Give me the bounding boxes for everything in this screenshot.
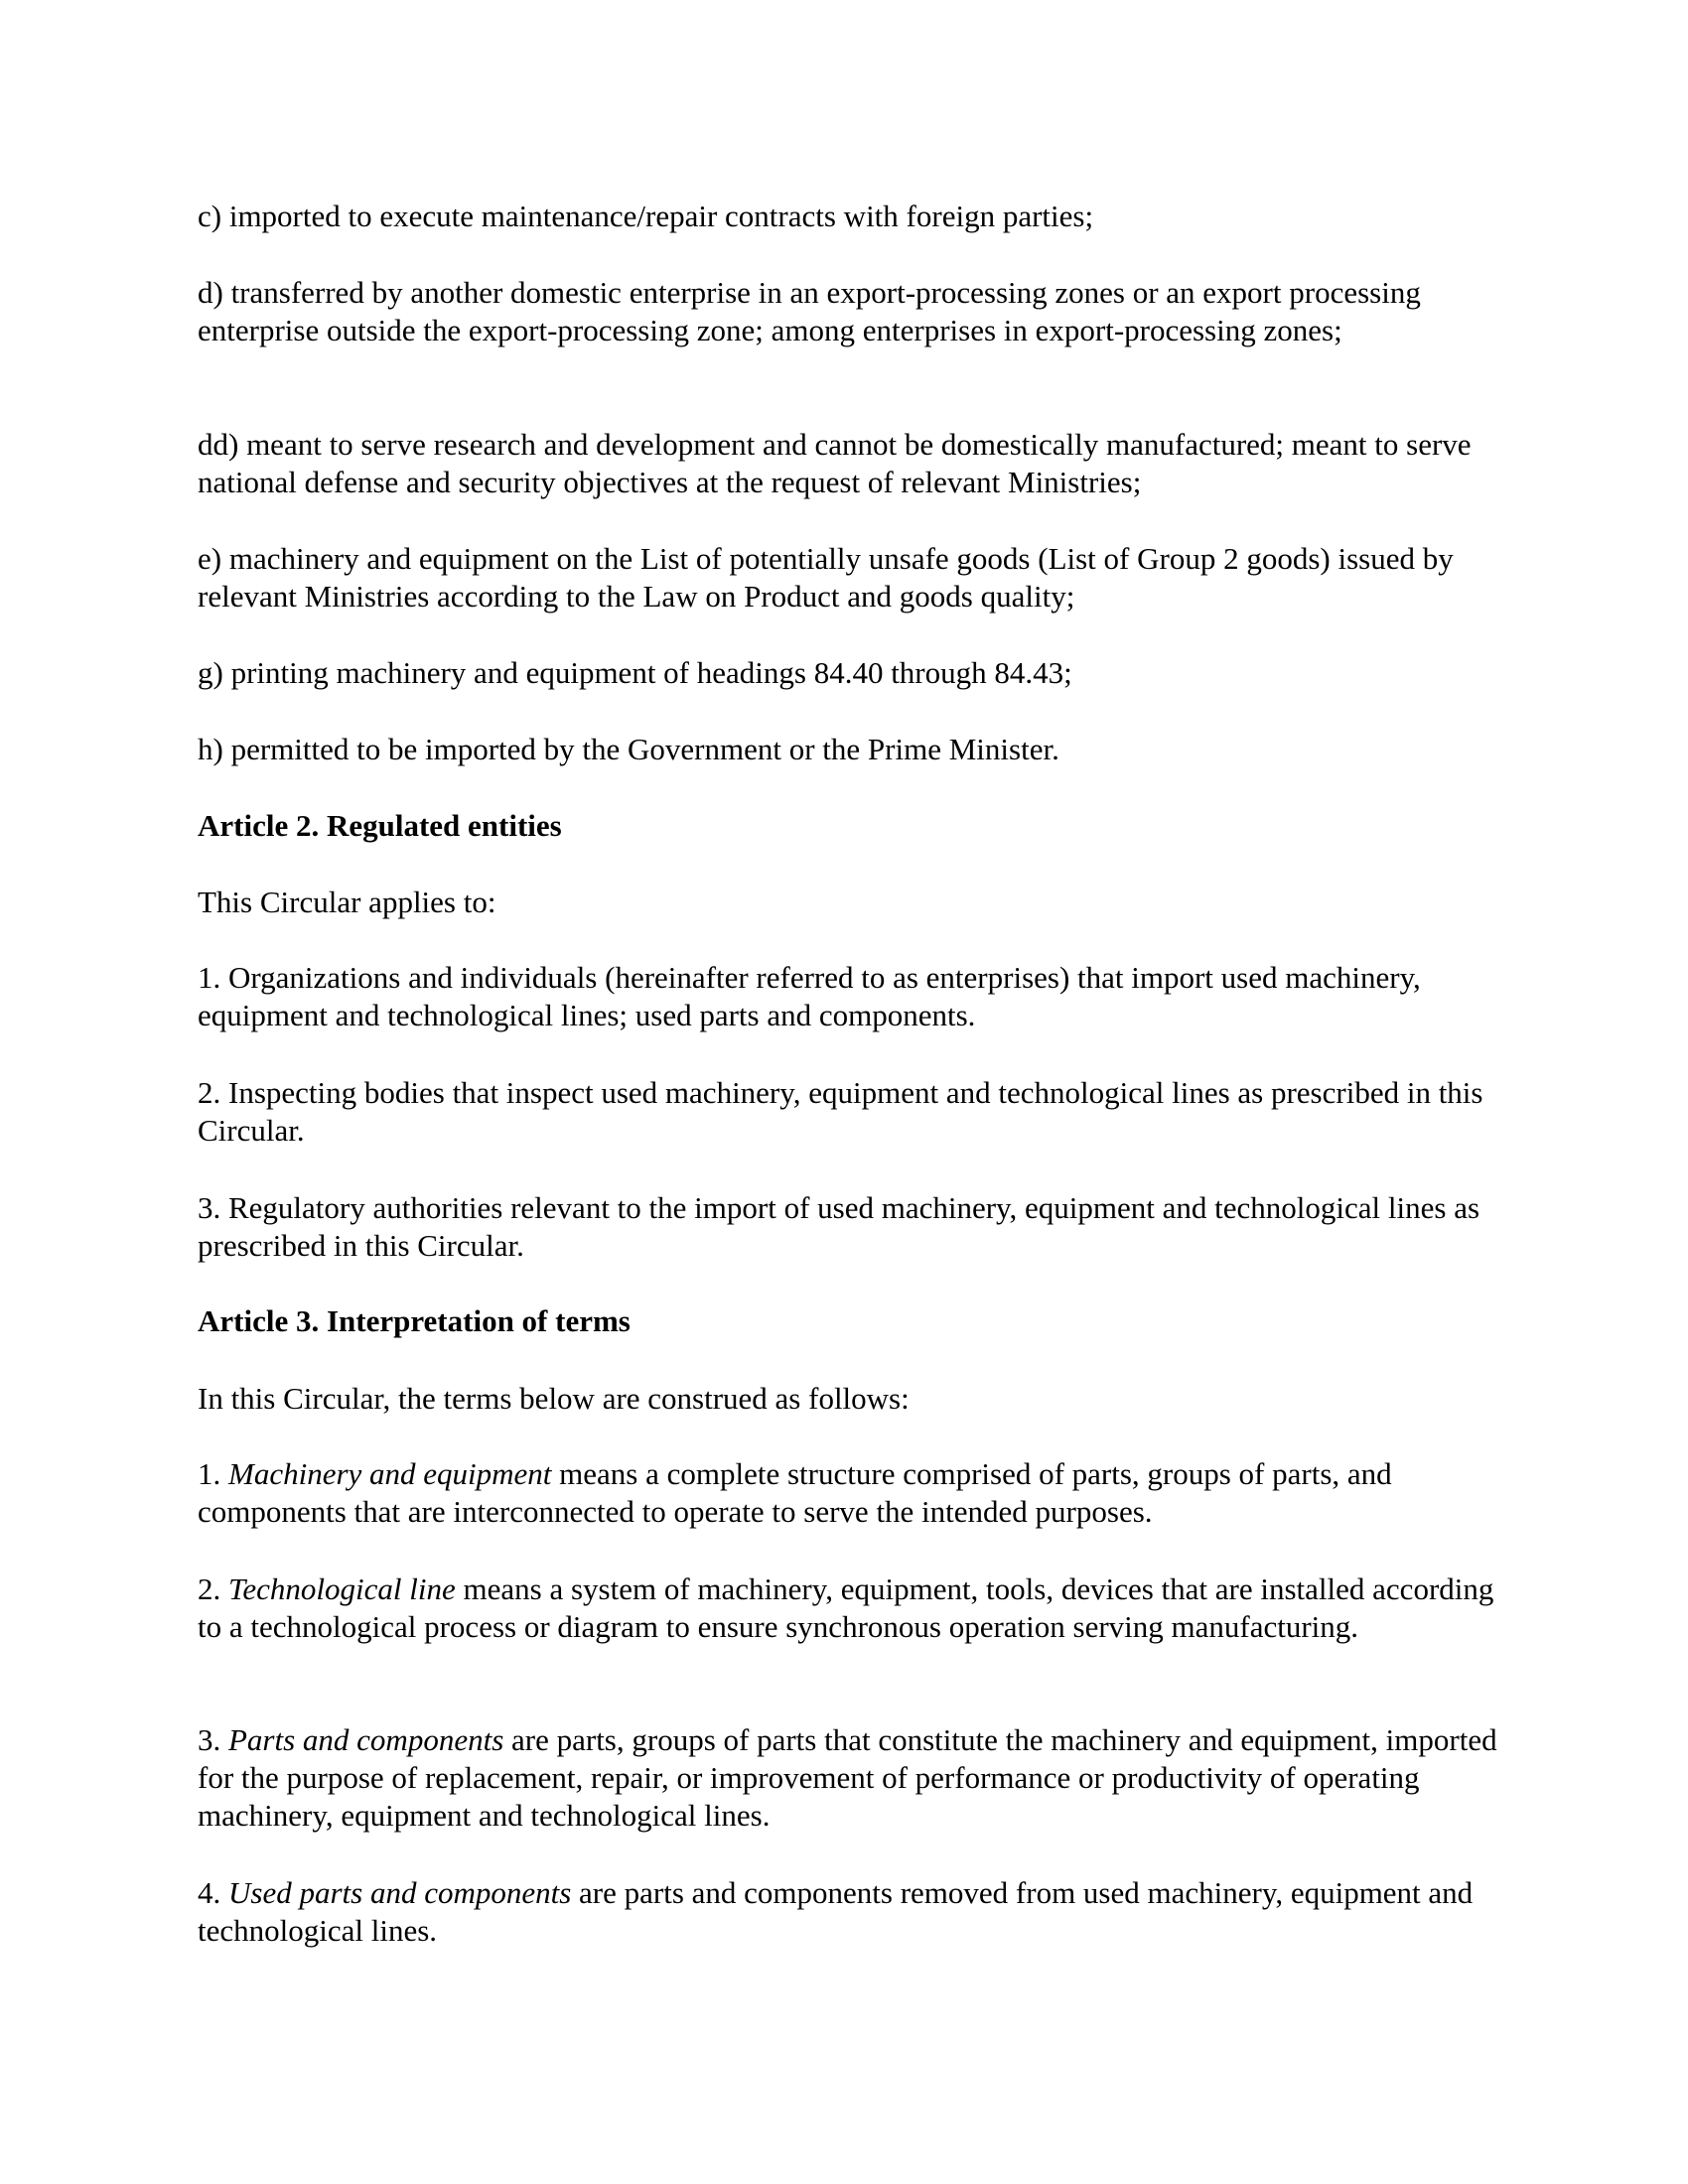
defined-term: Technological line: [228, 1571, 456, 1606]
definition-number: 3.: [198, 1722, 228, 1757]
definition-4: [198, 1874, 1508, 1950]
definition-number: 4.: [198, 1875, 228, 1910]
article-2-heading: Article 2. Regulated entities: [198, 808, 562, 843]
article-2-intro: This Circular applies to:: [198, 885, 496, 919]
item-d: d) transferred by another domestic enterprise in an export-processing zones or an export processing enterprise outside the export-processing zone; among enterprises in export-processing zones;: [198, 275, 1421, 347]
definition-text: means a complete structure comprised of parts, groups of parts, and components that are interconnected to operate to serve the intended purposes.: [198, 1456, 1392, 1529]
item-h: h) permitted to be imported by the Government or the Prime Minister.: [198, 732, 1059, 766]
article-2-clause-2: 2. Inspecting bodies that inspect used machinery, equipment and technological lines as prescribed in this Circular.: [198, 1075, 1483, 1148]
definition-3: [198, 1721, 1508, 1835]
definition-text: means a system of machinery, equipment, tools, devices that are installed according to a technological process or diagram to ensure synchronous operation serving manufacturing.: [198, 1571, 1494, 1644]
definition-text: are parts and components removed from used machinery, equipment and technological lines.: [198, 1875, 1474, 1948]
definition-2: [198, 1570, 1508, 1646]
definition-number: 2.: [198, 1571, 228, 1606]
item-g: g) printing machinery and equipment of headings 84.40 through 84.43;: [198, 655, 1072, 690]
item-c: c) imported to execute maintenance/repair contracts with foreign parties;: [198, 199, 1094, 233]
item-e: e) machinery and equipment on the List of potentially unsafe goods (List of Group 2 goods) issued by relevant Ministries according to the Law on Product and goods quality;: [198, 541, 1454, 614]
defined-term: Parts and components: [228, 1722, 504, 1757]
article-3-heading: Article 3. Interpretation of terms: [198, 1303, 631, 1338]
item-dd: dd) meant to serve research and development and cannot be domestically manufactured; meant to serve national defense and security objectives at the request of relevant Ministries;: [198, 427, 1472, 499]
definition-text: are parts, groups of parts that constitute the machinery and equipment, imported for the purpose of replacement, repair, or improvement of performance or productivity of operating machinery, equipment and technological lines.: [198, 1722, 1497, 1833]
definition-number: 1.: [198, 1456, 228, 1491]
defined-term: Used parts and components: [228, 1875, 572, 1910]
article-2-clause-1: 1. Organizations and individuals (hereinafter referred to as enterprises) that import used machinery, equipment and technological lines; used parts and components.: [198, 960, 1421, 1032]
defined-term: Machinery and equipment: [228, 1456, 552, 1491]
article-2-clause-3: 3. Regulatory authorities relevant to the import of used machinery, equipment and technological lines as prescribed in this Circular.: [198, 1190, 1480, 1263]
article-3-intro: In this Circular, the terms below are construed as follows:: [198, 1381, 910, 1416]
definition-1: [198, 1455, 1508, 1531]
